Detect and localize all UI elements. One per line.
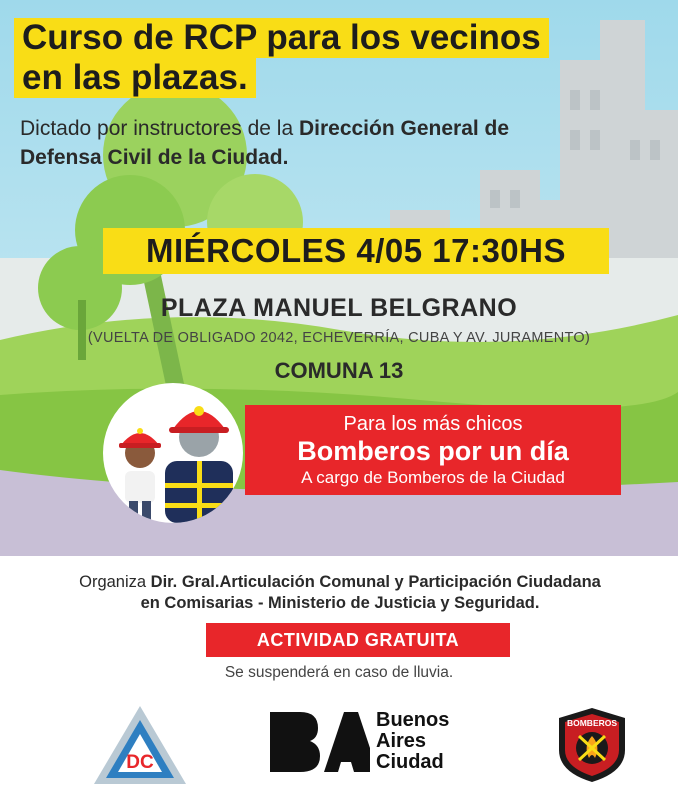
buenos-aires-ciudad-logo: [266, 708, 466, 778]
subtitle-bold-1: Dirección General de: [298, 117, 510, 140]
organizer-line-2: en Comisarias - Ministerio de Justicia y Seguridad.: [140, 594, 540, 612]
date-time-banner: MIÉRCOLES 4/05 17:30HS: [103, 228, 609, 274]
free-activity-badge: ACTIVIDAD GRATUITA: [206, 623, 510, 657]
subtitle-bold-2: Defensa Civil de la Ciudad.: [20, 146, 289, 169]
kids-activity-title: Bomberos por un día: [297, 436, 569, 466]
place-address: (VUELTA DE OBLIGADO 2042, ECHEVERRÍA, CUBA Y AV. JURAMENTO): [87, 330, 591, 346]
dc-logo-text: DC: [126, 752, 154, 773]
rain-notice: Se suspenderá en caso de lluvia.: [224, 664, 454, 681]
dc-triangle-icon: [92, 704, 188, 790]
kids-activity-banner: [245, 405, 621, 495]
ba-mark-icon: [266, 708, 370, 774]
firefighter-kids-icon: [103, 383, 243, 523]
organizer-line-1: Dir. Gral.Articulación Comunal y Participación Ciudadana: [150, 573, 601, 591]
ba-line-1: Buenos: [376, 709, 450, 731]
subtitle: [20, 114, 660, 172]
kids-firefighters-illustration: [103, 383, 243, 523]
organizer-prefix: Organiza: [79, 573, 151, 591]
bomberos-logo-text: BOMBEROS: [566, 718, 618, 728]
place-name: PLAZA MANUEL BELGRANO: [160, 294, 518, 322]
ba-logo-wordmark: [376, 710, 449, 773]
bomberos-shield-icon: [553, 706, 631, 784]
subtitle-plain: Dictado por instructores de la: [20, 117, 299, 140]
title-line-1: Curso de RCP para los vecinos: [14, 18, 549, 58]
bomberos-logo: [553, 706, 631, 784]
ba-line-3: Ciudad: [376, 751, 444, 773]
title-line-2: en las plazas.: [14, 58, 256, 98]
organizer-text: [20, 572, 660, 614]
comuna-label: COMUNA 13: [274, 358, 404, 383]
ba-line-2: Aires: [376, 730, 427, 752]
kids-activity-line-1: Para los más chicos: [343, 413, 523, 435]
kids-activity-line-3: A cargo de Bomberos de la Ciudad: [301, 468, 565, 487]
defensa-civil-logo: [92, 704, 188, 790]
